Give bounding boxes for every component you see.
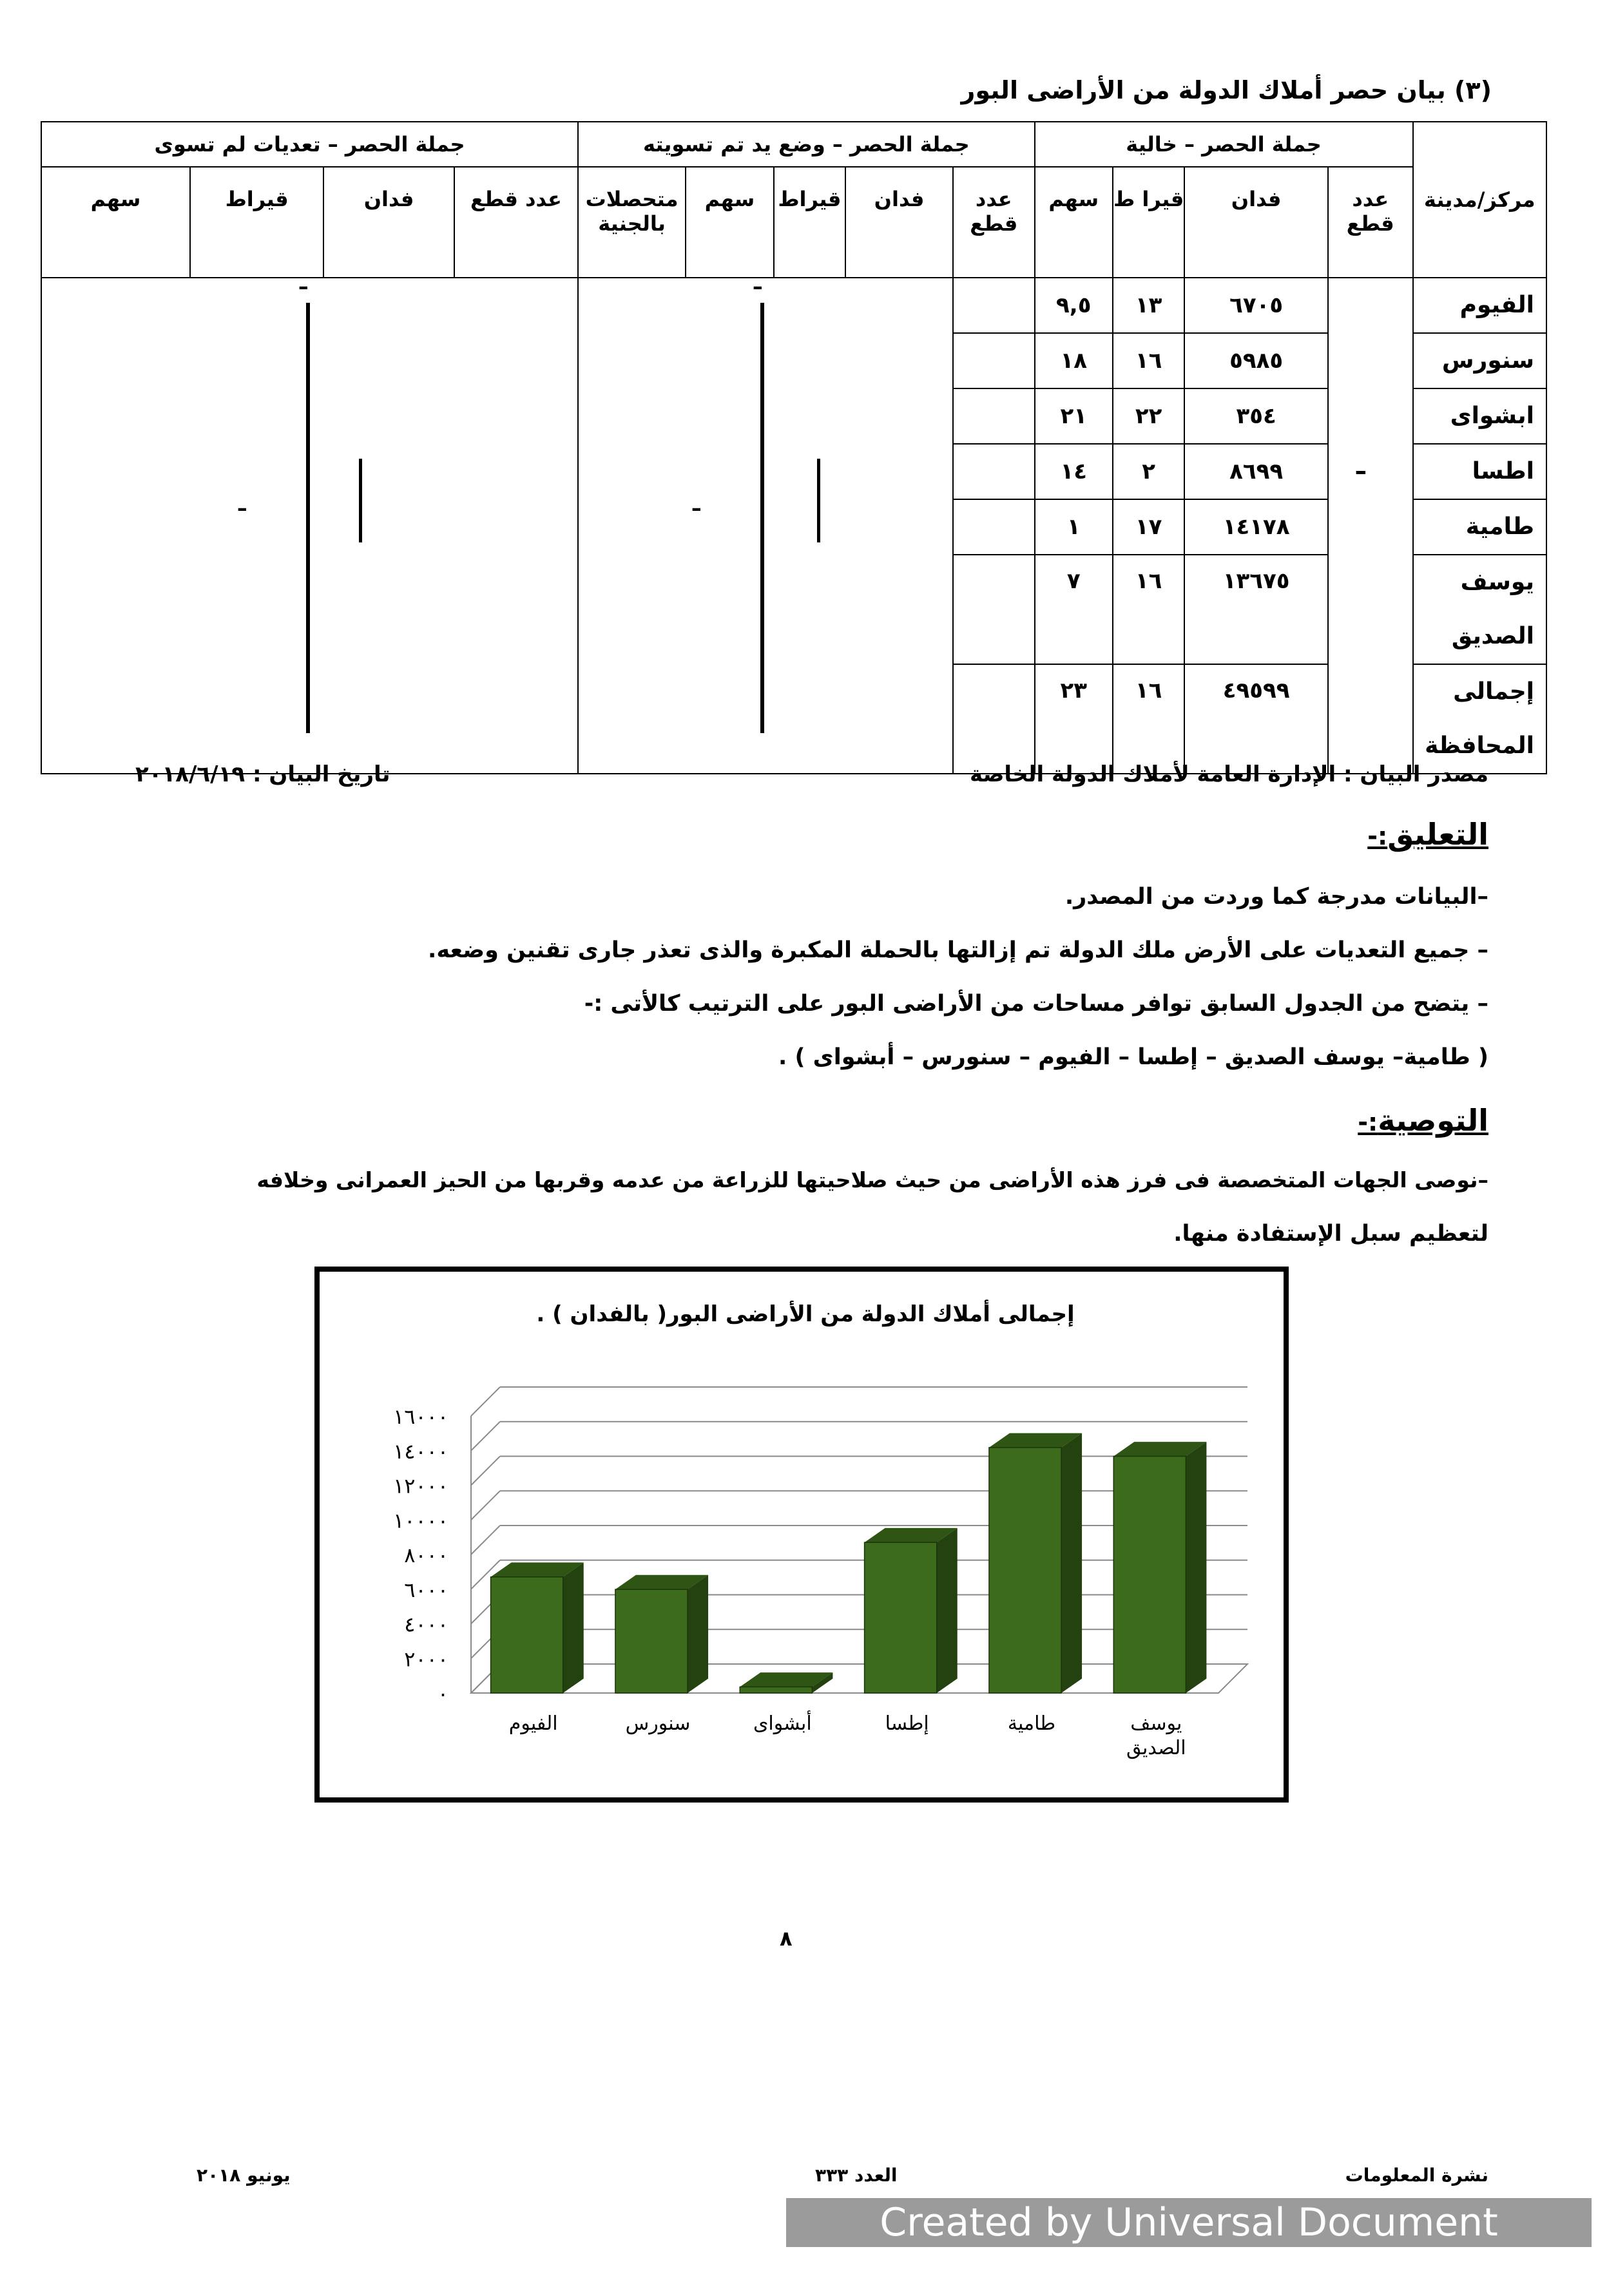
total-label: إجمالى المحافظة (1413, 664, 1546, 774)
total-feddan: ٤٩٥٩٩ (1184, 664, 1328, 774)
header-sahm: سهم (1035, 167, 1113, 278)
y-tick-label: ٤٠٠٠ (404, 1612, 448, 1637)
city-name: يوسف الصديق (1413, 555, 1546, 664)
date-note: تاريخ البيان : ٢٠١٨/٦/١٩ (135, 761, 390, 787)
header-qirat: قيراط (190, 167, 323, 278)
x-tick-label: طامية (1007, 1712, 1056, 1735)
header-count: عدد قطع (454, 167, 578, 278)
header-count: عدد قطع (1328, 167, 1413, 278)
na-short-line (817, 459, 820, 542)
empty-cell (953, 499, 1035, 555)
qirat-value: ١٦ (1113, 555, 1184, 664)
header-group-encroach: جملة الحصر – تعديات لم تسوى (41, 122, 578, 167)
city-name: طامية (1413, 499, 1546, 555)
page-number: ٨ (780, 1926, 793, 1951)
y-tick-label: ١٢٠٠٠ (393, 1473, 448, 1498)
header-feddan: فدان (845, 167, 953, 278)
na-long-line (760, 303, 764, 733)
y-tick-label: ٢٠٠٠ (404, 1647, 448, 1672)
empty-cell (953, 664, 1035, 774)
comment-line: –البيانات مدرجة كما وردت من المصدر. (1064, 884, 1488, 910)
sahm-value: ١٤ (1035, 444, 1113, 499)
feddan-value: ١٤١٧٨ (1184, 499, 1328, 555)
x-tick-label: الصديق (1126, 1737, 1186, 1759)
bar (1113, 1456, 1186, 1693)
feddan-value: ٨٦٩٩ (1184, 444, 1328, 499)
recommendation-line: –نوصى الجهات المتخصصة فى فرز هذه الأراضى من حيث صلاحيتها للزراعة من عدمه وقربها من الحيز العمرانى وخلافه (256, 1167, 1488, 1192)
na-short-line (359, 459, 362, 542)
bar (491, 1577, 563, 1693)
recommendation-heading (1358, 1103, 1488, 1138)
gridline (471, 1387, 500, 1416)
x-tick-label: يوسف (1130, 1712, 1182, 1735)
sahm-value: ٢١ (1035, 388, 1113, 444)
feddan-value: ٣٥٤ (1184, 388, 1328, 444)
bar-side (1186, 1442, 1206, 1693)
bar-side (563, 1562, 584, 1693)
chart-title: إجمالى أملاك الدولة من الأراضى البور( بالفدان ) . (536, 1301, 1075, 1327)
sahm-value: ٩,٥ (1035, 278, 1113, 333)
qirat-value: ٢ (1113, 444, 1184, 499)
gridline (471, 1457, 500, 1486)
comment-line: – جميع التعديات على الأرض ملك الدولة تم إزالتها بالحملة المكبرة والذى تعذر جارى تقنين وضعه. (428, 937, 1488, 963)
gridline (471, 1422, 500, 1451)
city-name: الفيوم (1413, 278, 1546, 333)
x-tick-label: سنورس (625, 1712, 691, 1735)
header-qirat: قيرا ط (1113, 167, 1184, 278)
gridline (471, 1491, 500, 1520)
recommendation-line: لتعظيم سبل الإستفادة منها. (1173, 1221, 1488, 1247)
bar-side (937, 1528, 958, 1693)
qirat-value: ١٦ (1113, 333, 1184, 388)
header-group-settled: جملة الحصر – وضع يد تم تسويته (578, 122, 1034, 167)
na-mark: ـ (1356, 451, 1365, 481)
empty-cell (953, 444, 1035, 499)
comment-line: ( طامية– يوسف الصديق – إطسا – الفيوم – سنورس – أبشواى ) . (778, 1044, 1488, 1070)
sahm-value: ٧ (1035, 555, 1113, 664)
bar-side (688, 1575, 708, 1693)
empty-cell (953, 555, 1035, 664)
sahm-value: ١٨ (1035, 333, 1113, 388)
header-qirat: قيراط (774, 167, 845, 278)
na-mark: ـ (300, 269, 307, 295)
na-long-line (306, 303, 310, 733)
header-group-vacant: جملة الحصر – خالية (1035, 122, 1413, 167)
city-name: ابشواى (1413, 388, 1546, 444)
city-name: سنورس (1413, 333, 1546, 388)
bar-side (1061, 1433, 1082, 1693)
footer-issue: العدد ٣٣٣ (815, 2165, 898, 2186)
y-tick-label: ٨٠٠٠ (404, 1543, 448, 1567)
total-qirat: ١٦ (1113, 664, 1184, 774)
comment-heading-suffix: :- (1367, 822, 1388, 850)
header-count: عدد قطع (953, 167, 1035, 278)
table-row (41, 278, 1546, 333)
header-sahm: سهم (686, 167, 774, 278)
empty-cell (953, 278, 1035, 333)
bar (615, 1589, 688, 1693)
comment-heading-text: التعليق (1387, 817, 1488, 852)
bar (865, 1542, 937, 1693)
settled-block (578, 278, 953, 774)
x-tick-label: أبشواى (753, 1712, 812, 1735)
state-land-table (41, 121, 1547, 774)
y-tick-label: ٦٠٠٠ (404, 1577, 448, 1602)
x-tick-label: الفيوم (508, 1712, 558, 1735)
count-cell-empty (1328, 278, 1413, 774)
footer-date: يونيو ٢٠١٨ (197, 2165, 291, 2186)
qirat-value: ١٣ (1113, 278, 1184, 333)
recommendation-heading-suffix: :- (1358, 1108, 1378, 1136)
bar (740, 1687, 812, 1693)
qirat-value: ١٧ (1113, 499, 1184, 555)
document-title: (٣) بيان حصر أملاك الدولة من الأراضى البور (961, 76, 1492, 104)
comment-heading (1367, 817, 1488, 852)
y-tick-label: ١٦٠٠٠ (393, 1404, 448, 1429)
comment-line: – يتضح من الجدول السابق توافر مساحات من الأراضى البور على الترتيب كالأتى :- (584, 991, 1488, 1017)
watermark: Created by Universal Document Converter (786, 2198, 1592, 2247)
bar (989, 1448, 1061, 1693)
qirat-value: ٢٢ (1113, 388, 1184, 444)
feddan-value: ١٣٦٧٥ (1184, 555, 1328, 664)
total-sahm: ٢٣ (1035, 664, 1113, 774)
x-tick-label: إطسا (885, 1712, 929, 1735)
sahm-value: ١ (1035, 499, 1113, 555)
feddan-value: ٦٧٠٥ (1184, 278, 1328, 333)
gridline (471, 1526, 500, 1555)
y-tick-label: ١٤٠٠٠ (393, 1439, 448, 1464)
footer-publication: نشرة المعلومات (1345, 2165, 1488, 2186)
header-collected: متحصلات بالجنية (578, 167, 686, 278)
header-feddan: فدان (323, 167, 454, 278)
feddan-value: ٥٩٨٥ (1184, 333, 1328, 388)
source-note: مصدر البيان : الإدارة العامة لأملاك الدولة الخاصة (969, 761, 1488, 787)
na-mark: ـ (238, 491, 246, 517)
bar-chart (320, 1340, 1284, 1791)
empty-cell (953, 333, 1035, 388)
city-name: اطسا (1413, 444, 1546, 499)
header-sahm: سهم (41, 167, 190, 278)
na-mark: ـ (693, 491, 700, 517)
header-city: مركز/مدينة (1413, 122, 1546, 278)
y-tick-label: ٠ (437, 1681, 448, 1706)
empty-cell (953, 388, 1035, 444)
y-tick-label: ١٠٠٠٠ (393, 1508, 448, 1533)
header-feddan: فدان (1184, 167, 1328, 278)
recommendation-heading-text: التوصية (1378, 1103, 1488, 1138)
na-mark: ـ (754, 269, 762, 295)
